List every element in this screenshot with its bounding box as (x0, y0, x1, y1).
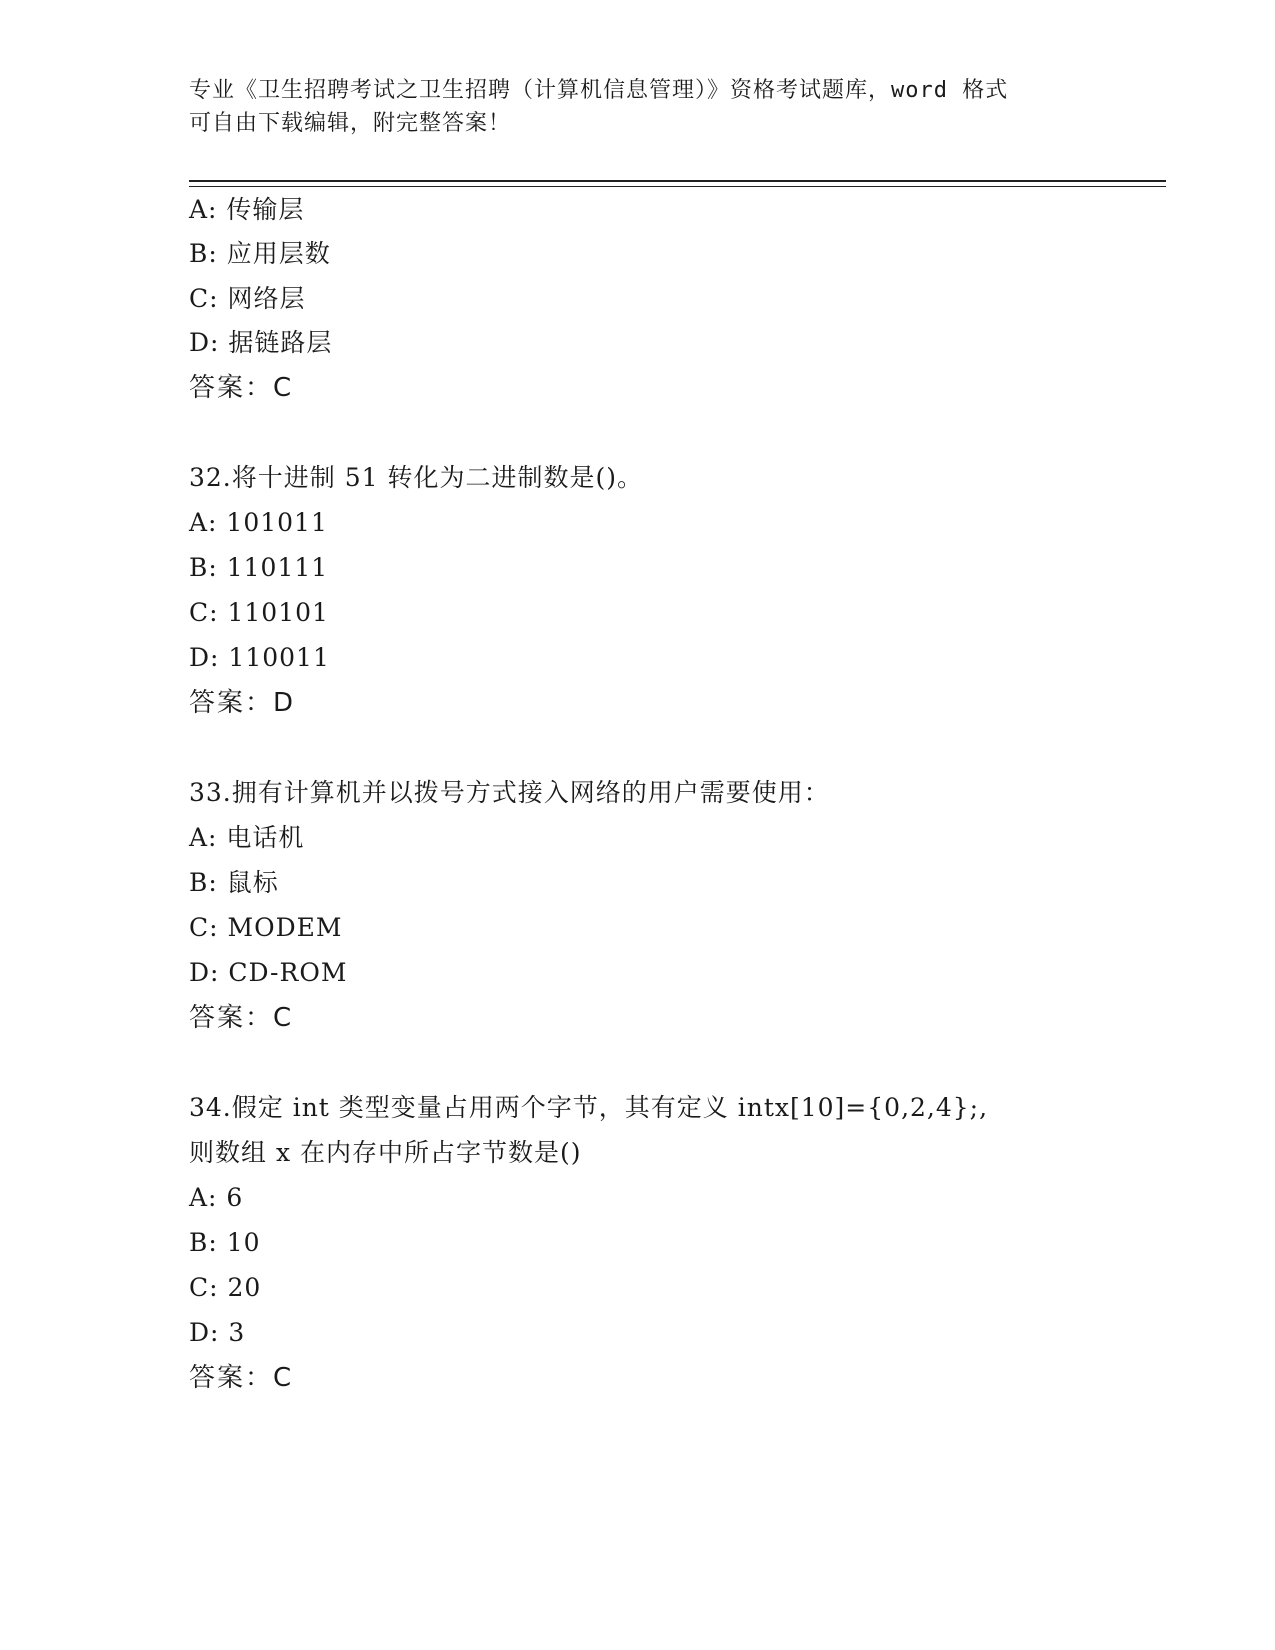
q33-stem: 33.拥有计算机并以拨号方式接入网络的用户需要使用： (189, 778, 830, 807)
q34-option-c: C: 20 (189, 1273, 262, 1302)
q31-answer: 答案：C (189, 373, 294, 403)
q33-option-b: B: 鼠标 (189, 868, 279, 897)
q33-option-d: D: CD-ROM (189, 958, 348, 987)
q32-option-d: D: 110011 (189, 643, 330, 672)
document-header (189, 74, 1089, 140)
q31-option-d: D: 据链路层 (189, 328, 333, 357)
q34-stem-line1: 34.假定 int 类型变量占用两个字节，其有定义 intx[10]={0,2,4};, (189, 1093, 989, 1122)
q33-option-c: C: MODEM (189, 913, 343, 942)
header-title-line1: 专业《卫生招聘考试之卫生招聘（计算机信息管理）》资格考试题库，word 格式 (189, 78, 1009, 103)
q32-stem: 32.将十进制 51 转化为二进制数是()。 (189, 463, 643, 492)
q32-option-b: B: 110111 (189, 553, 329, 582)
q34-option-a: A: 6 (189, 1183, 244, 1212)
q32-answer: 答案：D (189, 688, 296, 718)
header-divider-thin (189, 186, 1166, 187)
q31-option-c: C: 网络层 (189, 284, 306, 313)
q32-option-a: A: 101011 (189, 508, 328, 537)
q34-option-d: D: 3 (189, 1318, 246, 1347)
q31-option-a: A: 传输层 (189, 195, 305, 224)
q33-option-a: A: 电话机 (189, 823, 305, 852)
q34-answer: 答案：C (189, 1363, 294, 1393)
q34-stem-line2: 则数组 x 在内存中所占字节数是() (189, 1138, 582, 1167)
q33-answer: 答案：C (189, 1003, 294, 1033)
q34-option-b: B: 10 (189, 1228, 261, 1257)
header-title-line2: 可自由下载编辑，附完整答案！ (189, 111, 512, 136)
q32-option-c: C: 110101 (189, 598, 329, 627)
q31-option-b: B: 应用层数 (189, 239, 331, 268)
header-divider-thick (189, 180, 1166, 182)
